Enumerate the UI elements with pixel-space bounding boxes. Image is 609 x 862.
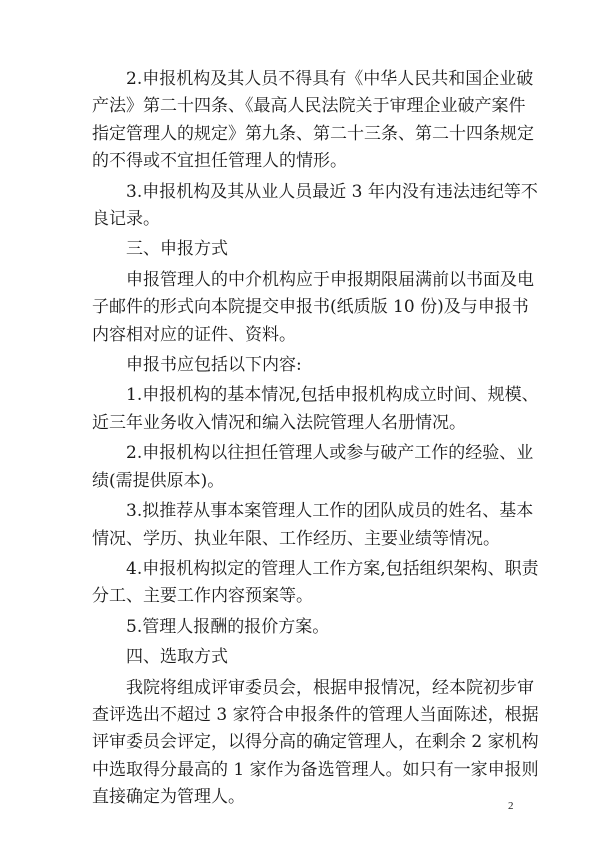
paragraph-line: 评审委员会评定，以得分高的确定管理人，在剩余 2 家机构 xyxy=(92,732,539,753)
paragraph-line: 查评选出不超过 3 家符合申报条件的管理人当面陈述，根据 xyxy=(92,704,539,725)
paragraph-line: 的不得或不宜担任管理人的情形。 xyxy=(92,151,347,172)
paragraph-line: 3.拟推荐从事本案管理人工作的团队成员的姓名、基本 xyxy=(126,501,534,522)
paragraph-line: 内容相对应的证件、资料。 xyxy=(92,324,296,345)
paragraph-line: 5.管理人报酬的报价方案。 xyxy=(126,616,330,637)
paragraph-line: 绩(需提供原本)。 xyxy=(92,470,225,491)
paragraph xyxy=(92,352,524,379)
paragraph-line: 4.申报机构拟定的管理人工作方案,包括组织架构、职责 xyxy=(126,558,539,579)
paragraph xyxy=(92,614,524,641)
paragraph-line: 三、申报方式 xyxy=(126,239,228,260)
paragraph-line: 指定管理人的规定》第九条、第二十三条、第二十四条规定 xyxy=(92,123,534,144)
paragraph-line: 申报管理人的中介机构应于申报期限届满前以书面及电 xyxy=(126,269,534,290)
paragraph xyxy=(92,236,524,263)
paragraph xyxy=(92,556,539,611)
paragraph xyxy=(92,382,539,437)
paragraph-line: 良记录。 xyxy=(92,209,160,230)
document-body xyxy=(92,66,539,815)
paragraph-line: 四、选取方式 xyxy=(126,647,228,668)
paragraph-line: 近三年业务收入情况和编入法院管理人名册情况。 xyxy=(92,412,466,433)
paragraph-line: 申报书应包括以下内容: xyxy=(126,355,302,376)
paragraph xyxy=(92,644,524,671)
paragraph xyxy=(92,440,534,495)
paragraph-line: 2.申报机构以往担任管理人或参与破产工作的经验、业 xyxy=(126,443,534,464)
paragraph-line: 中选取得分最高的 1 家作为备选管理人。如只有一家申报则 xyxy=(92,759,539,780)
paragraph xyxy=(92,66,534,176)
paragraph xyxy=(92,179,538,234)
paragraph-line: 2.申报机构及其人员不得具有《中华人民共和国企业破 xyxy=(126,69,534,89)
paragraph-line: 1.申报机构的基本情况,包括申报机构成立时间、规模、 xyxy=(126,385,539,406)
paragraph-line: 直接确定为管理人。 xyxy=(92,787,245,808)
page-number: 2 xyxy=(508,800,514,812)
paragraph xyxy=(92,675,539,812)
paragraph-line: 产法》第二十四条、《最高人民法院关于审理企业破产案件 xyxy=(92,96,526,117)
paragraph xyxy=(92,498,534,553)
paragraph-line: 3.申报机构及其从业人员最近 3 年内没有违法违纪等不 xyxy=(126,181,538,202)
paragraph xyxy=(92,267,534,349)
paragraph-line: 分工、主要工作内容预案等。 xyxy=(92,586,313,607)
paragraph-line: 我院将组成评审委员会，根据申报情况，经本院初步审 xyxy=(126,677,534,698)
paragraph-line: 子邮件的形式向本院提交申报书(纸质版 10 份)及与申报书 xyxy=(92,297,529,318)
paragraph-line: 情况、学历、执业年限、工作经历、主要业绩等情况。 xyxy=(92,528,500,549)
